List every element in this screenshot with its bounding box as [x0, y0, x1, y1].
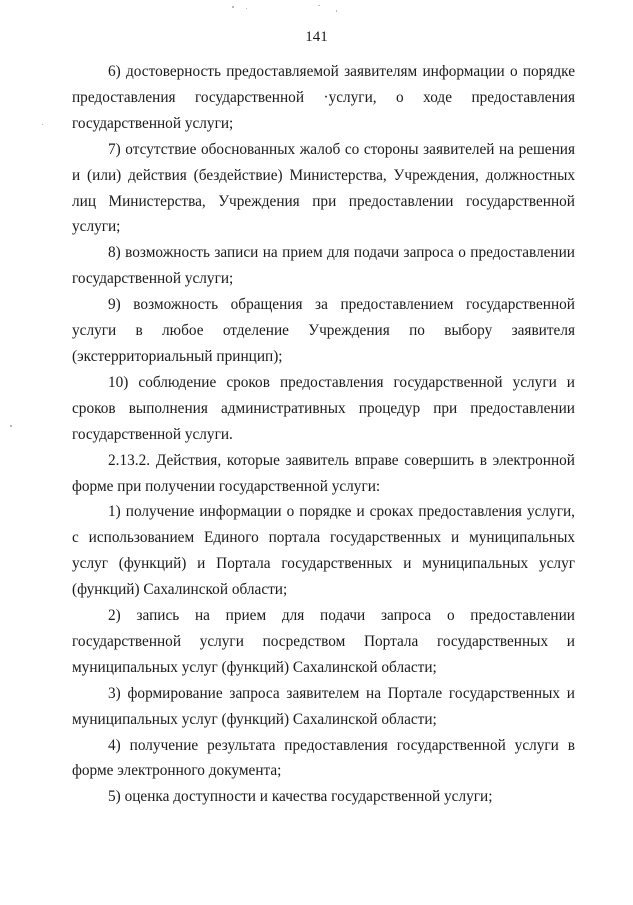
paragraph-item-6-reliability: 6) достоверность предоставляемой заявителям информации о порядке предоставления государственной ·услуги, о ходе предоставления государственной услуги;	[72, 63, 575, 132]
scan-speck	[318, 5, 320, 6]
scan-speck	[336, 10, 337, 12]
scan-speck	[42, 124, 43, 125]
scan-speck	[246, 8, 247, 9]
paragraph-item-7-no-complaints: 7) отсутствие обоснованных жалоб со стороны заявителей на решения и (или) действия (бездействие) Министерства, Учреждения, должностных лиц Министерства, Учреждения при предоставлении государственной услуги;	[72, 140, 575, 236]
paragraph-item-9-extraterritorial: 9) возможность обращения за предоставлением государственной услуги в любое отделение Учреждения по выбору заявителя (экстерриториальный принцип);	[72, 296, 575, 365]
scan-speck	[232, 6, 234, 8]
document-body	[72, 59, 575, 810]
paragraph-subitem-3-request: 3) формирование запроса заявителем на Портале государственных и муниципальных услуг (функций) Сахалинской области;	[72, 684, 575, 728]
paragraph-item-8-appointment: 8) возможность записи на прием для подачи запроса о предоставлении государственной услуги;	[72, 244, 575, 288]
page-number: 141	[305, 29, 328, 45]
scan-speck	[10, 425, 12, 427]
paragraph-subitem-4-result: 4) получение результата предоставления государственной услуги в форме электронного документа;	[72, 736, 575, 780]
paragraph-subitem-2-appointment: 2) запись на прием для подачи запроса о предоставлении государственной услуги посредством Портала государственных и муниципальных услуг (функций) Сахалинской области;	[72, 607, 575, 676]
paragraph-subitem-1-information: 1) получение информации о порядке и сроках предоставления услуги, с использованием Единого портала государственных и муниципальных услуг (функций) и Портала государственных и муниципальных услуг (функций) Сахалинской области;	[72, 503, 575, 599]
paragraph-subitem-5-assessment: 5) оценка доступности и качества государственной услуги;	[108, 788, 493, 806]
paragraph-item-10-deadlines: 10) соблюдение сроков предоставления государственной услуги и сроков выполнения административных процедур при предоставлении государственной услуги.	[72, 373, 575, 443]
paragraph-section-2-13-2: 2.13.2. Действия, которые заявитель вправе совершить в электронной форме при получении государственной услуги:	[72, 451, 575, 495]
